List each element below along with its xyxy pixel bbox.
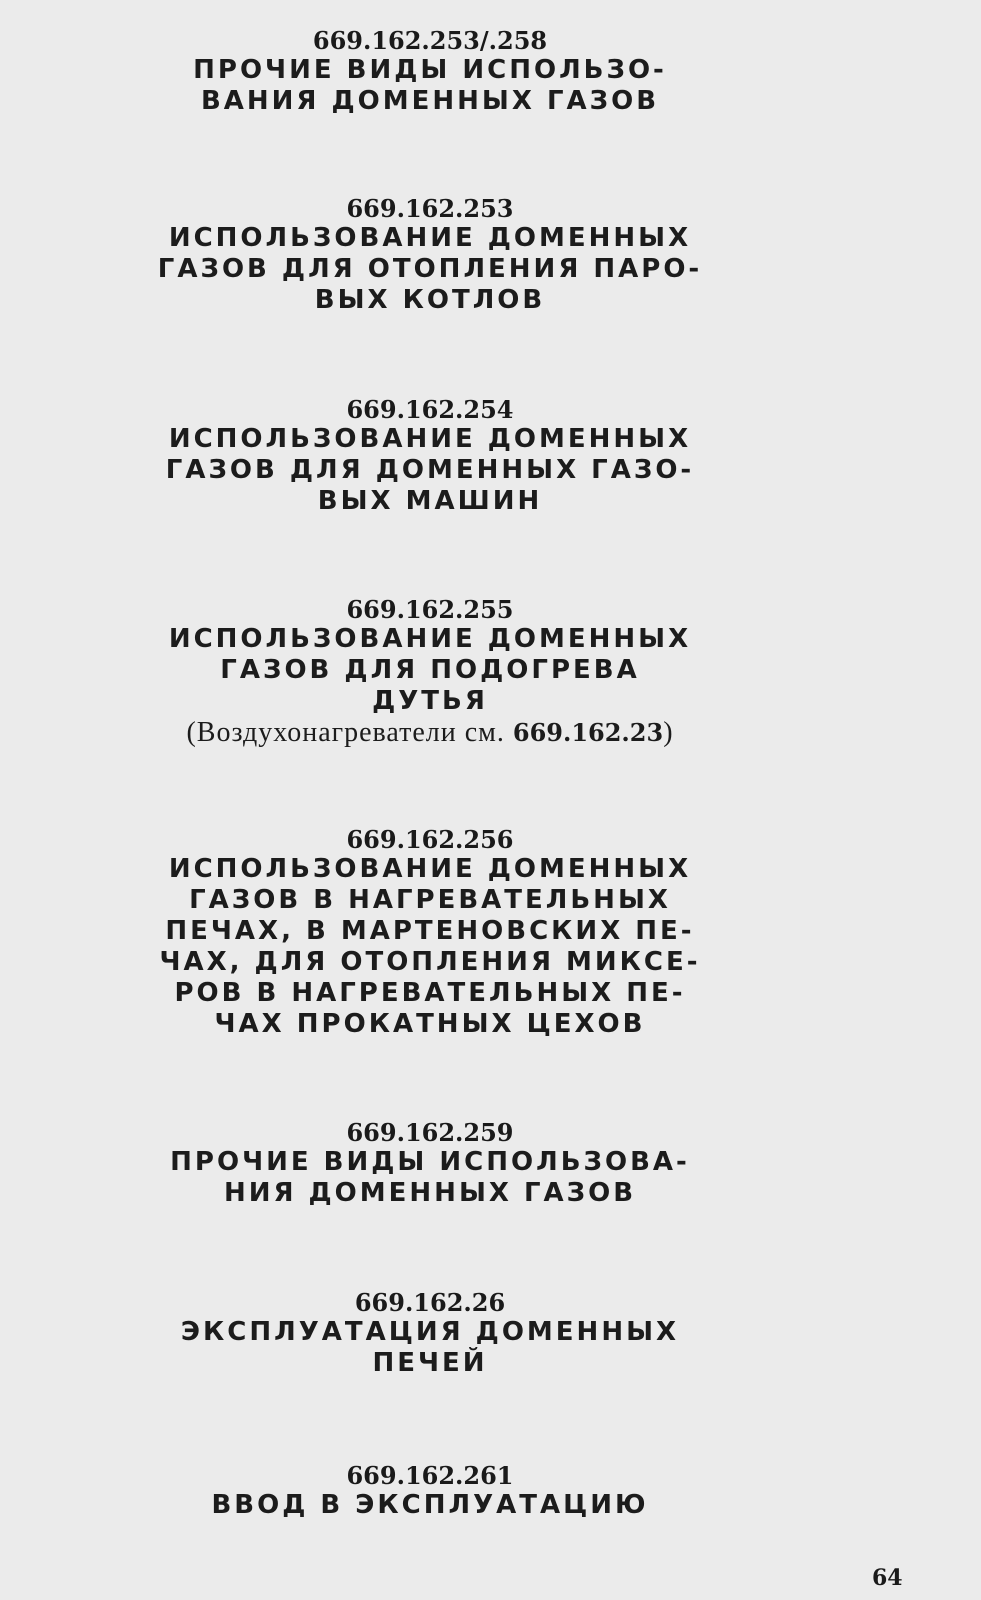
heading-line: ИСПОЛЬЗОВАНИЕ ДОМЕННЫХ — [168, 424, 692, 454]
entry-heading — [0, 1490, 860, 1521]
entry-heading — [0, 55, 860, 117]
entry-heading — [0, 1317, 860, 1379]
classification-entry — [0, 26, 860, 117]
heading-line: ВЫХ МАШИН — [317, 486, 543, 516]
entry-heading — [0, 1147, 860, 1209]
heading-line: ДУТЬЯ — [372, 686, 488, 716]
entry-code: 669.162.256 — [346, 825, 514, 854]
classification-entry — [0, 595, 860, 749]
heading-line: ГАЗОВ ДЛЯ ПОДОГРЕВА — [220, 655, 640, 685]
heading-line: ИСПОЛЬЗОВАНИЕ ДОМЕННЫХ — [168, 854, 692, 884]
heading-line: ВЫХ КОТЛОВ — [314, 285, 546, 315]
entry-code: 669.162.253/.258 — [312, 26, 548, 55]
entry-heading — [0, 624, 860, 717]
classification-entry — [0, 825, 860, 1040]
classification-entry — [0, 395, 860, 517]
heading-line: ИСПОЛЬЗОВАНИЕ ДОМЕННЫХ — [168, 223, 692, 253]
note-close: ) — [663, 717, 674, 748]
heading-line: ЭКСПЛУАТАЦИЯ ДОМЕННЫХ — [180, 1317, 680, 1347]
note-code: 669.162.23 — [512, 718, 664, 747]
heading-line: ГАЗОВ ДЛЯ ДОМЕННЫХ ГАЗО- — [165, 455, 695, 485]
heading-line: ИСПОЛЬЗОВАНИЕ ДОМЕННЫХ — [168, 624, 692, 654]
entry-heading — [0, 424, 860, 517]
heading-line: ПРОЧИЕ ВИДЫ ИСПОЛЬЗОВА- — [170, 1147, 690, 1177]
note-text: (Воздухонагреватели см. — [186, 717, 513, 748]
heading-line: ПРОЧИЕ ВИДЫ ИСПОЛЬЗО- — [193, 55, 667, 85]
entry-code: 669.162.261 — [346, 1461, 514, 1490]
classification-entry — [0, 1288, 860, 1379]
entry-code: 669.162.254 — [346, 395, 514, 424]
heading-line: ГАЗОВ ДЛЯ ОТОПЛЕНИЯ ПАРО- — [157, 254, 703, 284]
entry-code: 669.162.253 — [346, 194, 514, 223]
cross-reference-note — [0, 717, 860, 749]
heading-line: ПЕЧАХ, В МАРТЕНОВСКИХ ПЕ- — [165, 916, 695, 946]
entry-code: 669.162.259 — [346, 1118, 514, 1147]
classification-entry — [0, 194, 860, 316]
entry-heading — [0, 223, 860, 316]
heading-line: ВАНИЯ ДОМЕННЫХ ГАЗОВ — [200, 86, 660, 116]
classification-entry — [0, 1118, 860, 1209]
entry-heading — [0, 854, 860, 1040]
heading-line: РОВ В НАГРЕВАТЕЛЬНЫХ ПЕ- — [174, 978, 686, 1008]
heading-line: ВВОД В ЭКСПЛУАТАЦИЮ — [211, 1490, 649, 1520]
heading-line: ЧАХ, ДЛЯ ОТОПЛЕНИЯ МИКСЕ- — [159, 947, 701, 977]
classification-entry — [0, 1461, 860, 1521]
page-number: 64 — [872, 1565, 903, 1591]
heading-line: ЧАХ ПРОКАТНЫХ ЦЕХОВ — [214, 1009, 646, 1039]
entry-code: 669.162.26 — [354, 1288, 506, 1317]
heading-line: НИЯ ДОМЕННЫХ ГАЗОВ — [223, 1178, 637, 1208]
heading-line: ГАЗОВ В НАГРЕВАТЕЛЬНЫХ — [189, 885, 671, 915]
heading-line: ПЕЧЕЙ — [372, 1348, 488, 1378]
entry-code: 669.162.255 — [346, 595, 514, 624]
